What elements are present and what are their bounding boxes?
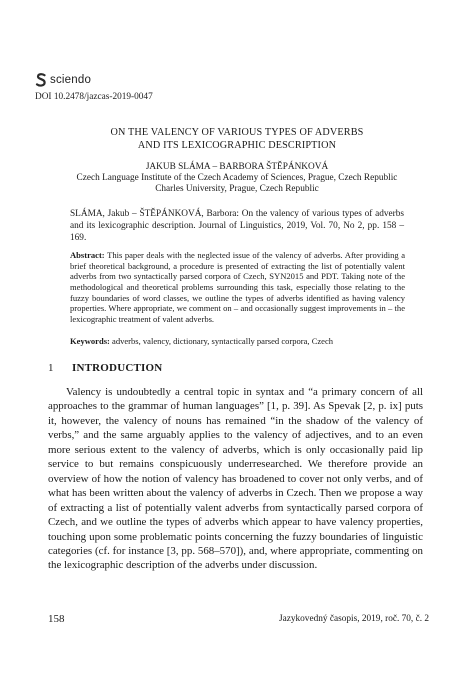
journal-footer: Jazykovedný časopis, 2019, roč. 70, č. 2: [278, 614, 429, 624]
paper-title-line-2: AND ITS LEXICOGRAPHIC DESCRIPTION: [137, 140, 337, 151]
authors: JAKUB SLÁMA – BARBORA ŠTĚPÁNKOVÁ: [145, 162, 329, 172]
keywords-text: adverbs, valency, dictionary, syntactically parsed corpora, Czech: [112, 336, 334, 346]
body-text: [48, 385, 423, 573]
abstract-label: Abstract:: [70, 250, 105, 260]
affiliation-line-2: Charles University, Prague, Czech Republic: [155, 184, 319, 194]
affiliation-line-1: Czech Language Institute of the Czech Academy of Sciences, Prague, Czech Republic: [76, 173, 398, 183]
doi: DOI 10.2478/jazcas-2019-0047: [35, 92, 153, 102]
citation: SLÁMA, Jakub – ŠTĚPÁNKOVÁ, Barbora: On the valency of various types of adverbs and its lexicographic description. Journal of Linguistics, 2019, Vol. 70, No 2, pp. 158 – 169.: [70, 209, 404, 243]
page-number: 158: [48, 613, 65, 625]
keywords: [70, 336, 405, 347]
sciendo-logo-icon: [35, 73, 47, 87]
keywords-label: Keywords:: [70, 336, 110, 346]
section-number: 1: [48, 362, 54, 374]
publisher-logo: [35, 73, 91, 87]
section-title: INTRODUCTION: [72, 362, 163, 374]
abstract: [70, 250, 405, 325]
abstract-text: This paper deals with the neglected issue of the valency of adverbs. After providing a brief theoretical background, a procedure is presented of extracting the list of potentially valent adverbs from two syntactically parsed corpora of Czech, SYN2015 and PDT. Taking note of the methodological and theoretical problems surrounding this task, especially those relating to the fuzzy boundaries of word classes, we outline the types of adverbs identified as having valency properties. Where appropriate, we comment on – and occasionally suggest improvements in – the lexicographic treatment of valent adverbs.: [70, 250, 406, 324]
body-paragraph: Valency is undoubtedly a central topic in syntax and “a primary concern of all approaches to the grammar of human languages” [1, p. 39]. As Spevak [2, p. ix] puts it, however, the valency of nouns has remained “in the shadow of the valency of verbs,” and the same arguably applies to the valency of adjectives, and to an even more serious extent to the valency of adverbs, which is only occasionally paid lip service to but remains conspicuously underresearched. We therefore provide an overview of how the notion of valency has broadened to cover not only verbs, and of what has been written about the valency of adverbs in Czech. Then we propose a way of extracting a list of potentially valent adverbs from syntactically parsed corpora of Czech, and we outline the types of adverbs which appear to have valency properties, touching upon some problematic points concerning the fuzzy boundaries of linguistic categories (cf. for instance [3, pp. 568–570]), and, where appropriate, commenting on the lexicographic description of the adverbs under discussion.: [48, 386, 423, 572]
logo-text: sciendo: [50, 74, 92, 86]
paper-title-line-1: ON THE VALENCY OF VARIOUS TYPES OF ADVERBS: [110, 127, 364, 138]
